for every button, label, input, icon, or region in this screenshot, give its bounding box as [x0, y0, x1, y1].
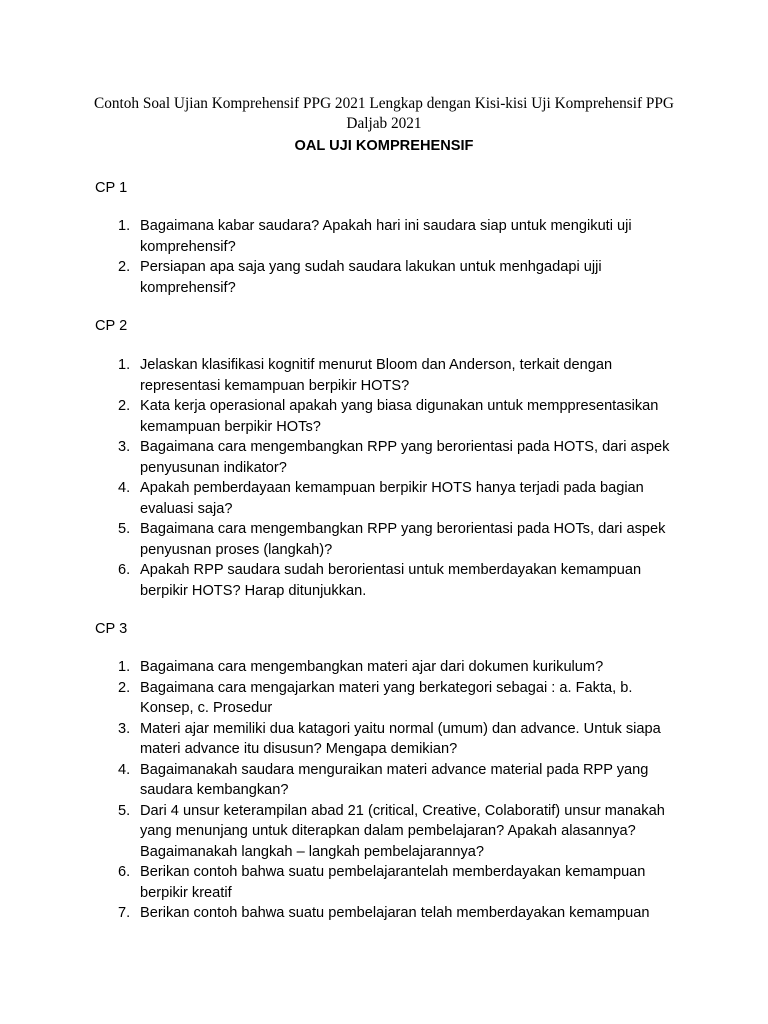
question-item [96, 560, 676, 601]
question-number: 5. [118, 802, 131, 819]
section-heading-cp3: CP 3 [95, 621, 128, 637]
question-number: 1. [118, 659, 131, 675]
question-text: Bagaimana kabar saudara? Apakah hari ini saudara siap untuk mengikuti uji komprehensif? [140, 218, 632, 255]
question-number: 2. [118, 259, 131, 275]
question-item [96, 801, 676, 863]
question-number: 3. [118, 439, 131, 455]
question-item [96, 903, 676, 924]
question-text: Materi ajar memiliki dua katagori yaitu normal (umum) dan advance. Untuk siapa materi advance itu disusun? Mengapa demikian? [140, 720, 661, 757]
question-number: 6. [118, 562, 131, 578]
question-item [96, 719, 676, 760]
question-list-cp2 [96, 355, 676, 601]
question-text: Bagaimana cara mengembangkan RPP yang berorientasi pada HOTs, dari aspek penyusnan proses (langkah)? [140, 521, 666, 558]
question-item [96, 437, 676, 478]
question-number: 4. [118, 761, 131, 778]
question-text: Berikan contoh bahwa suatu pembelajarantelah memberdayakan kemampuan berpikir kreatif [140, 864, 646, 901]
question-text: Bagaimana cara mengajarkan materi yang berkategori sebagai : a. Fakta, b. Konsep, c. Prosedur [140, 679, 633, 716]
question-list-cp1 [96, 216, 676, 298]
question-item [96, 478, 676, 519]
question-number: 6. [118, 864, 131, 880]
question-text: Bagaimana cara mengembangkan materi ajar dari dokumen kurikulum? [140, 659, 604, 675]
question-item [96, 862, 676, 903]
section-heading-cp2: CP 2 [95, 318, 128, 334]
question-text: Dari 4 unsur keterampilan abad 21 (critical, Creative, Colaboratif) unsur manakah yang menunjang untuk diterapkan dalam pembelajaran? Apakah alasannya? Bagaimanakah langkah – langkah pembelajarannya? [140, 802, 665, 860]
question-item [96, 657, 676, 678]
question-item [96, 396, 676, 437]
question-text: Kata kerja operasional apakah yang biasa digunakan untuk memppresentasikan kemampuan berpikir HOTs? [140, 398, 659, 435]
question-number: 2. [118, 398, 131, 414]
document-title: Contoh Soal Ujian Komprehensif PPG 2021 Lengkap dengan Kisi-kisi Uji Komprehensif PPG Daljab 2021 [94, 95, 674, 132]
question-number: 3. [118, 720, 131, 737]
question-text: Bagaimana cara mengembangkan RPP yang berorientasi pada HOTS, dari aspek penyusunan indikator? [140, 439, 670, 476]
question-item [96, 355, 676, 396]
question-list-cp3 [96, 657, 676, 924]
question-number: 1. [118, 218, 131, 234]
question-number: 7. [118, 905, 131, 921]
question-item [96, 678, 676, 719]
question-item [96, 257, 676, 298]
question-text: Bagaimanakah saudara menguraikan materi advance material pada RPP yang saudara kembangkan? [140, 761, 649, 798]
section-heading-cp1: CP 1 [95, 180, 128, 196]
document-subtitle: OAL UJI KOMPREHENSIF [294, 138, 474, 154]
question-number: 5. [118, 521, 131, 537]
question-text: Apakah pemberdayaan kemampuan berpikir HOTS hanya terjadi pada bagian evaluasi saja? [140, 480, 644, 517]
question-text: Berikan contoh bahwa suatu pembelajaran telah memberdayakan kemampuan [140, 905, 650, 921]
question-item [96, 519, 676, 560]
question-item [96, 760, 676, 801]
question-text: Persiapan apa saja yang sudah saudara lakukan untuk menhgadapi ujji komprehensif? [140, 259, 602, 296]
question-number: 1. [118, 357, 131, 373]
question-item [96, 216, 676, 257]
question-number: 2. [118, 679, 131, 696]
question-text: Jelaskan klasifikasi kognitif menurut Bloom dan Anderson, terkait dengan representasi kemampuan berpikir HOTS? [140, 357, 613, 394]
question-text: Apakah RPP saudara sudah berorientasi untuk memberdayakan kemampuan berpikir HOTS? Harap ditunjukkan. [140, 562, 642, 599]
question-number: 4. [118, 480, 131, 496]
